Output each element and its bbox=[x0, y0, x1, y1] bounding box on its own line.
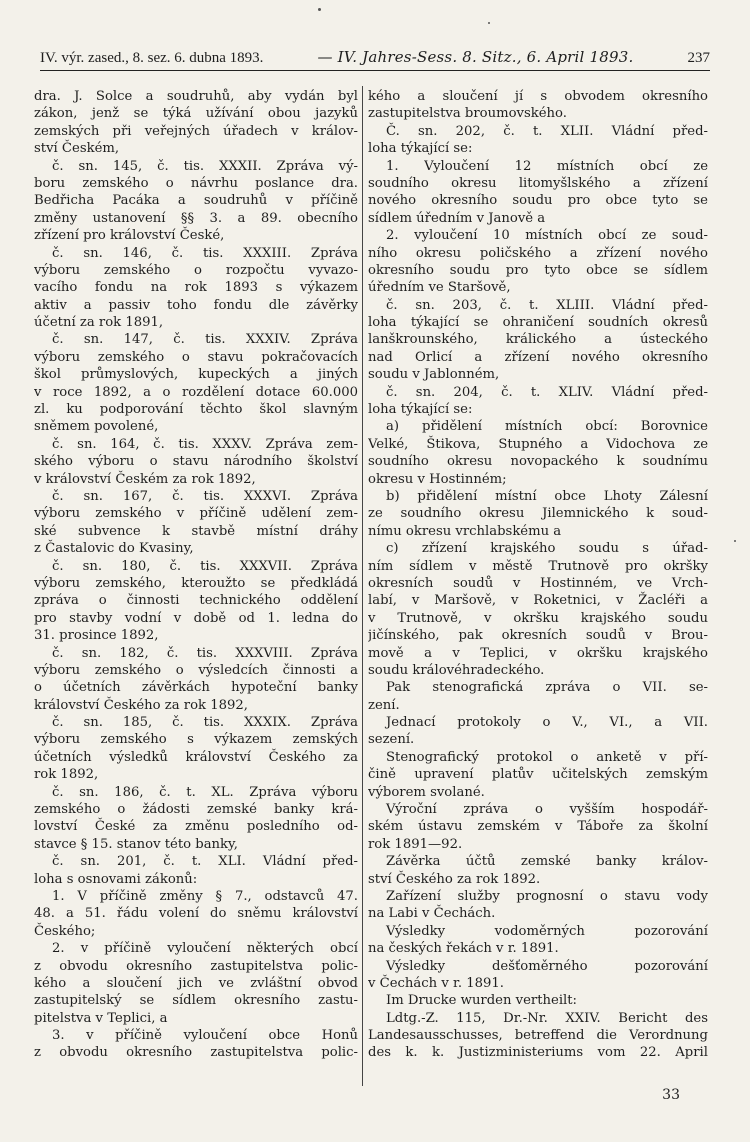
right-column-text-line: loha týkající se: bbox=[368, 141, 473, 157]
left-column-text-line: ství Českém, bbox=[34, 141, 120, 157]
left-column-text-line: ské subvence k stavbě místní dráhy bbox=[34, 523, 358, 539]
left-column-text-line: č. sn. 182, č. tis. XXXVIII. Zpráva bbox=[52, 645, 358, 661]
right-column-text-line: Výsledky dešťoměrného pozorování bbox=[386, 958, 708, 974]
left-column-text-line: pro stavby vodní v době od 1. ledna do bbox=[34, 610, 358, 626]
right-column-text-line: na českých řekách v r. 1891. bbox=[368, 941, 559, 957]
header-rule bbox=[40, 70, 710, 71]
right-column-text-line: lanškrounského, králického a ústeckého bbox=[368, 332, 708, 348]
right-column-text-line: okresu v Hostinném; bbox=[368, 471, 507, 487]
left-column-text-line: z obvodu okresního zastupitelstva polic- bbox=[34, 958, 358, 974]
left-column-text-line: ského výboru o stavu národního školství bbox=[34, 454, 358, 470]
right-column-text-line: ze soudního okresu Jilemnického k soud- bbox=[368, 506, 708, 522]
right-column-text-line: ství Českého za rok 1892. bbox=[368, 871, 541, 887]
left-column-text-line: v království Českém za rok 1892, bbox=[34, 471, 256, 487]
right-column-text-line: nového okresního soudu pro obce tyto se bbox=[368, 193, 708, 209]
left-column-text-line: dra. J. Solce a soudruhů, aby vydán byl bbox=[34, 89, 358, 104]
left-column-text-line: zřízení pro království České, bbox=[34, 228, 225, 244]
left-column-text-line: kého a sloučení jich ve zvláštní obvod bbox=[34, 975, 358, 991]
left-column-text-line: sněmem povolené, bbox=[34, 419, 159, 435]
left-column-text-line: výboru zemského o rozpočtu vyvazo- bbox=[34, 262, 358, 278]
right-column bbox=[368, 88, 708, 1062]
right-column-text-line: mově a v Teplici, v okršku krajského bbox=[368, 645, 708, 661]
right-column-text-line: č. sn. 204, č. t. XLIV. Vládní před- bbox=[386, 384, 708, 400]
right-column-text-line: kého a sloučení jí s obvodem okresního bbox=[368, 89, 708, 104]
left-column bbox=[34, 88, 358, 1062]
paper-speck bbox=[318, 8, 321, 11]
left-column-text-line: království Českého za rok 1892, bbox=[34, 697, 248, 713]
right-column-text-line: úředním ve Staršově, bbox=[368, 280, 511, 296]
right-column-text-line: ního okresu poličského a zřízení nového bbox=[368, 245, 708, 261]
left-column-text-line: loha s osnovami zákonů: bbox=[34, 871, 198, 887]
right-column-text-line: 2. vyloučení 10 místních obcí ze soud- bbox=[386, 228, 708, 244]
header-czech: IV. výr. zased., 8. sez. 6. dubna 1893. bbox=[40, 50, 264, 66]
right-column-text-line: Výroční zpráva o vyšším hospodář- bbox=[386, 802, 708, 818]
left-column-text-line: Bedřicha Pacáka a soudruhů v příčině bbox=[34, 193, 358, 209]
left-column-text-line: č. sn. 180, č. tis. XXXVII. Zpráva bbox=[52, 558, 358, 574]
left-column-text-line: 2. v příčině vyloučení některých obcí bbox=[52, 941, 358, 957]
right-column-text-line: Pak stenografická zpráva o VII. se- bbox=[386, 680, 708, 696]
left-column-text-line: zpráva o činnosti technického oddělení bbox=[34, 593, 358, 609]
left-column-text-line: boru zemského o návrhu poslance dra. bbox=[34, 175, 358, 191]
right-column-text-line: c) zřízení krajského soudu s úřad- bbox=[386, 541, 708, 557]
left-column-text-line: 1. V příčině změny § 7., odstavců 47. bbox=[52, 888, 358, 904]
right-column-text-line: nímu okresu vrchlabskému a bbox=[368, 523, 562, 539]
left-column-text-line: č. sn. 145, č. tis. XXXII. Zpráva vý- bbox=[52, 158, 358, 174]
left-column-text-line: výboru zemského o výsledcích činnosti a bbox=[34, 662, 358, 678]
left-column-text-line: změny ustanovení §§ 3. a 89. obecního bbox=[34, 210, 358, 226]
left-column-text-line: č. sn. 201, č. t. XLI. Vládní před- bbox=[52, 854, 358, 870]
right-column-text-line: soudu v Jablonném, bbox=[368, 367, 500, 383]
right-column-text-line: Č. sn. 202, č. t. XLII. Vládní před- bbox=[386, 123, 708, 139]
left-column-text-line: č. sn. 186, č. t. XL. Zpráva výboru bbox=[52, 784, 358, 800]
page-header bbox=[40, 46, 710, 68]
left-column-text-line: o účetních závěrkách hypoteční banky bbox=[34, 680, 358, 696]
left-column-text-line: zl. ku podporování těchto škol slavným bbox=[34, 402, 358, 418]
right-column-text-line: nad Orlicí a zřízení nového okresního bbox=[368, 349, 708, 365]
right-column-text-line: Výsledky vodoměrných pozorování bbox=[386, 923, 708, 939]
left-column-text-line: v roce 1892, a o rozdělení dotace 60.000 bbox=[34, 384, 358, 400]
left-column-text-line: výboru zemského, kteroužto se předkládá bbox=[34, 575, 358, 591]
left-column-text-line: 3. v příčině vyloučení obce Honů bbox=[52, 1028, 358, 1044]
left-column-text-line: lovství České za změnu posledního od- bbox=[34, 819, 358, 835]
right-column-text-line: b) přidělení místní obce Lhoty Zálesní bbox=[386, 488, 708, 504]
left-column-text-line: stavce § 15. stanov této banky, bbox=[34, 836, 238, 852]
right-column-text-line: čině upravení platův učitelských zemským bbox=[368, 767, 708, 783]
right-column-text-line: Závěrka účtů zemské banky králov- bbox=[386, 854, 708, 870]
left-column-text-line: z obvodu okresního zastupitelstva polic- bbox=[34, 1045, 358, 1061]
left-column-text-line: rok 1892, bbox=[34, 767, 99, 783]
right-column-text-line: Landesausschusses, betreffend die Verordnung bbox=[368, 1028, 708, 1044]
right-column-text-line: v Čechách v r. 1891. bbox=[368, 975, 504, 991]
left-column-text-line: č. sn. 185, č. tis. XXXIX. Zpráva bbox=[52, 715, 358, 731]
page-number: 237 bbox=[687, 50, 710, 66]
right-column-text-line: sezení. bbox=[368, 732, 415, 748]
left-column-text-line: zastupitelský se sídlem okresního zastu- bbox=[34, 993, 358, 1009]
right-column-text-line: soudního okresu litomyšlského a zřízení bbox=[368, 175, 708, 191]
right-column-text-line: č. sn. 203, č. t. XLIII. Vládní před- bbox=[386, 297, 708, 313]
right-column-text-line: na Labi v Čechách. bbox=[368, 906, 496, 922]
right-column-text-line: okresního soudu pro tyto obce se sídlem bbox=[368, 262, 708, 278]
right-column-text-line: soudu královéhradeckého. bbox=[368, 662, 545, 678]
left-column-text-line: č. sn. 164, č. tis. XXXV. Zpráva zem- bbox=[52, 436, 358, 452]
header-german: — IV. Jahres-Sess. 8. Sitz., 6. April 1893. bbox=[317, 48, 634, 66]
left-column-text-line: účetních výsledků království Českého za bbox=[34, 749, 358, 765]
left-column-text-line: zemských při veřejných úřadech v králov- bbox=[34, 123, 358, 139]
left-column-text-line: účetní za rok 1891, bbox=[34, 315, 164, 331]
right-column-text-line: loha týkající se ohraničení soudních okresů bbox=[368, 315, 708, 331]
left-column-text-line: aktiv a passiv toho fondu dle závěrky bbox=[34, 297, 358, 313]
left-column-text-line: výboru zemského o stavu pokračovacích bbox=[34, 349, 358, 365]
right-column-text-line: zení. bbox=[368, 697, 400, 713]
right-column-text-line: výborem svolané. bbox=[368, 784, 485, 800]
right-column-text-line: Jednací protokoly o V., VI., a VII. bbox=[386, 715, 708, 731]
left-column-text-line: výboru zemského v příčině udělení zem- bbox=[34, 506, 358, 522]
right-column-text-line: Velké, Štikova, Stupného a Vidochova ze bbox=[368, 436, 708, 452]
right-column-text-line: okresních soudů v Hostinném, ve Vrch- bbox=[368, 575, 708, 591]
left-column-text-line: zákon, jenž se týká užívání obou jazyků bbox=[34, 106, 358, 122]
right-column-text-line: Im Drucke wurden vertheilt: bbox=[386, 993, 577, 1009]
left-column-text-line: z Častalovic do Kvasiny, bbox=[34, 541, 194, 557]
right-column-text-line: Stenografický protokol o anketě v pří- bbox=[386, 749, 708, 765]
left-column-text-line: 31. prosince 1892, bbox=[34, 628, 159, 644]
left-column-text-line: Českého; bbox=[34, 923, 96, 939]
right-column-text-line: Ldtg.-Z. 115, Dr.-Nr. XXIV. Bericht des bbox=[386, 1010, 708, 1026]
right-column-text-line: 1. Vyloučení 12 místních obcí ze bbox=[386, 158, 708, 174]
left-column-text-line: č. sn. 146, č. tis. XXXIII. Zpráva bbox=[52, 245, 358, 261]
left-column-text-line: výboru zemského s výkazem zemských bbox=[34, 732, 358, 748]
right-column-text-line: loha týkající se: bbox=[368, 402, 473, 418]
left-column-text-line: pitelstva v Teplici, a bbox=[34, 1010, 168, 1026]
left-column-text-line: č. sn. 167, č. tis. XXXVI. Zpráva bbox=[52, 488, 358, 504]
right-column-text-line: ním sídlem v městě Trutnově pro okršky bbox=[368, 558, 708, 574]
signature-mark: 33 bbox=[662, 1087, 680, 1103]
right-column-text-line: soudního okresu novopackého k soudnímu bbox=[368, 454, 708, 470]
left-column-text-line: zemského o žádosti zemské banky krá- bbox=[34, 802, 358, 818]
paper-speck bbox=[734, 540, 736, 542]
right-column-text-line: zastupitelstva broumovského. bbox=[368, 106, 567, 122]
right-column-text-line: jičínského, pak okresních soudů v Brou- bbox=[368, 628, 708, 644]
paper-speck bbox=[488, 22, 490, 24]
left-column-text-line: škol průmyslových, kupeckých a jiných bbox=[34, 367, 358, 383]
right-column-text-line: rok 1891—92. bbox=[368, 836, 463, 852]
left-column-text-line: č. sn. 147, č. tis. XXXIV. Zpráva bbox=[52, 332, 358, 348]
right-column-text-line: Zařízení služby prognosní o stavu vody bbox=[386, 888, 708, 904]
right-column-text-line: des k. k. Justizministeriums vom 22. April bbox=[368, 1045, 708, 1061]
right-column-text-line: ském ústavu zemském v Táboře za školní bbox=[368, 819, 708, 835]
column-divider bbox=[362, 86, 363, 1086]
right-column-text-line: sídlem úředním v Janově a bbox=[368, 210, 546, 226]
left-column-text-line: vacího fondu na rok 1893 s výkazem bbox=[34, 280, 358, 296]
right-column-text-line: labí, v Maršově, v Roketnici, v Žacléři a bbox=[368, 593, 708, 609]
right-column-text-line: a) přidělení místních obcí: Borovnice bbox=[386, 419, 708, 435]
right-column-text-line: v Trutnově, v okršku krajského soudu bbox=[368, 610, 708, 626]
left-column-text-line: 48. a 51. řádu volení do sněmu království bbox=[34, 906, 358, 922]
